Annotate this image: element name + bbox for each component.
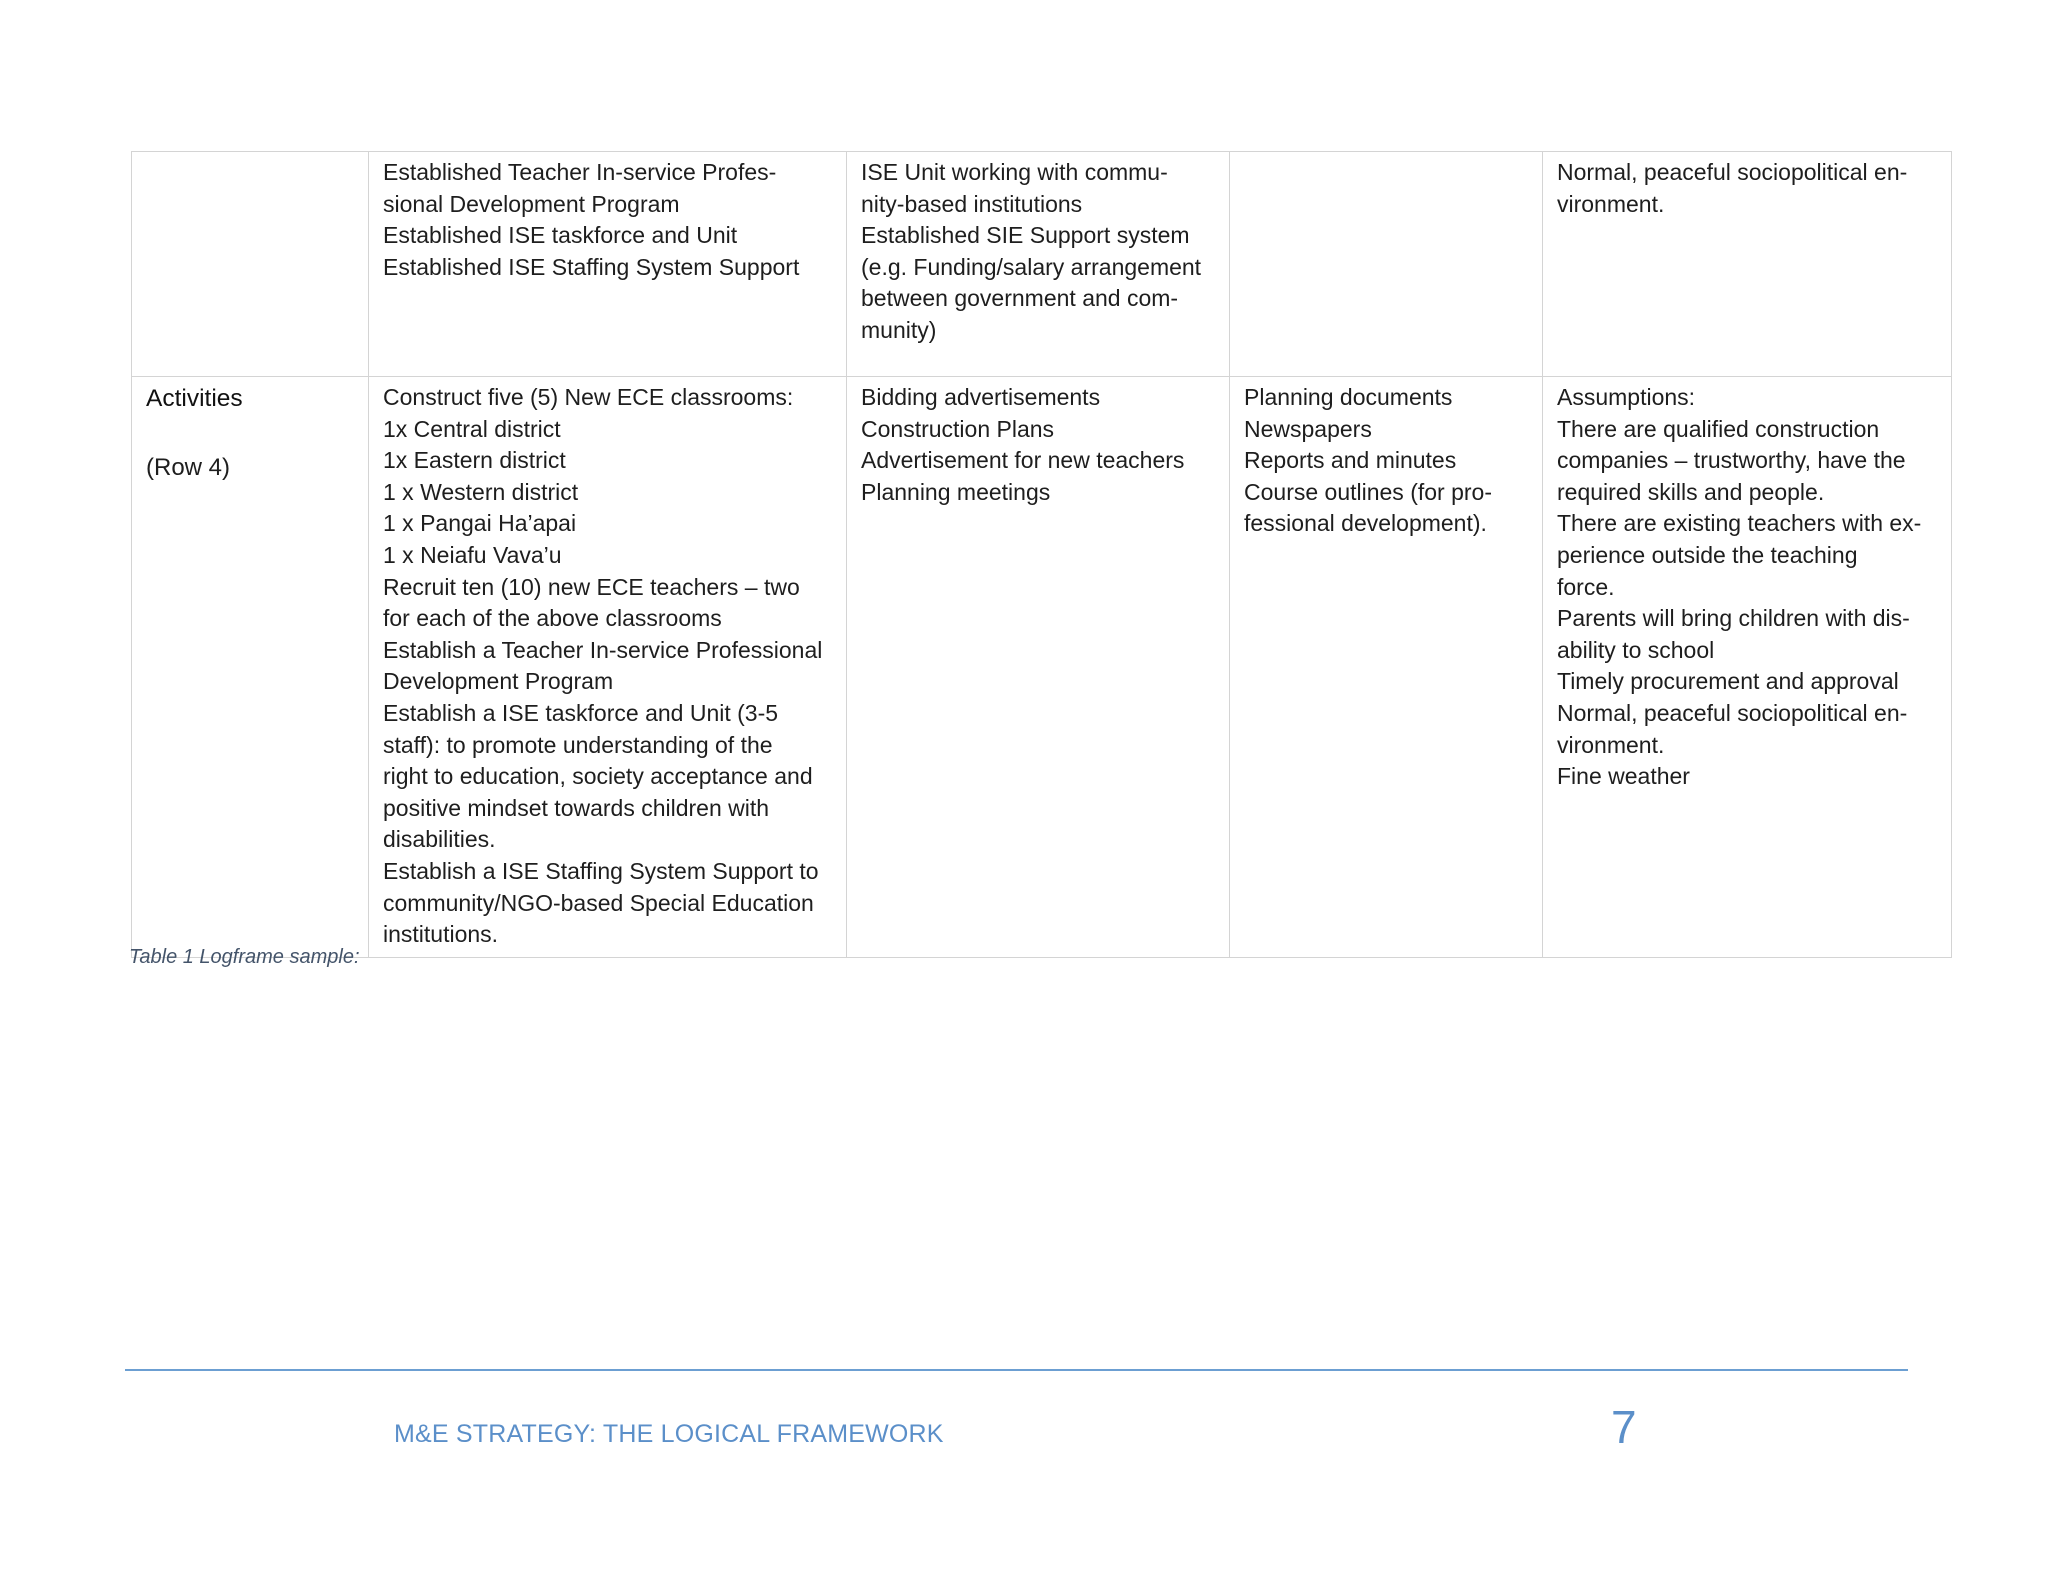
row3-col2-cell [369,152,847,377]
cell-text-line: disabilities. [383,826,496,853]
cell-text-line: nity-based institutions [861,190,1083,217]
cell-text-line: staff): to promote understanding of the [383,731,773,758]
cell-text-line: 1 x Pangai Ha’apai [383,510,577,537]
cell-text-line: 1 x Western district [383,478,579,505]
cell-text-line: Establish a ISE taskforce and Unit (3-5 [383,699,779,726]
cell-text-line: force. [1557,573,1615,600]
footer-title: M&E STRATEGY: THE LOGICAL FRAMEWORK [394,1420,944,1448]
cell-text-line: Established Teacher In-service Profes- [383,159,777,185]
cell-text-line: (e.g. Funding/salary arrangement [861,253,1202,280]
row4-col3-cell [847,377,1230,958]
cell-text-line: 1x Eastern district [383,447,566,474]
cell-text-line: Normal, peaceful sociopolitical en- [1557,159,1908,185]
page-number: 7 [1611,1401,1637,1453]
row4-col4-cell [1230,377,1543,958]
cell-text-line: community/NGO-based Special Education [383,889,814,916]
cell-text-line: fessional development). [1244,510,1487,537]
row4-col2-cell [369,377,847,958]
cell-text-line: Development Program [383,668,614,695]
cell-text-line: Planning documents [1244,384,1453,410]
cell-text-line: right to education, society acceptance and [383,763,813,790]
cell-text-line: Parents will bring children with dis- [1557,605,1910,632]
cell-text-line: Establish a Teacher In-service Professional [383,636,823,663]
row4-col5-cell [1543,377,1952,958]
cell-text-line: Newspapers [1244,415,1372,442]
cell-text-line: perience outside the teaching [1557,541,1858,568]
row3-col4-cell [1230,152,1543,377]
cell-text-line: Course outlines (for pro- [1244,478,1492,505]
cell-text-line: companies – trustworthy, have the [1557,447,1906,474]
cell-text-line: Planning meetings [861,478,1051,505]
cell-text-line: Normal, peaceful sociopolitical en- [1557,699,1908,726]
cell-text-line: Reports and minutes [1244,447,1457,474]
cell-text-line: vironment. [1557,731,1665,758]
table-row-outputs [132,152,1952,377]
cell-text-line: Advertisement for new teachers [861,447,1185,474]
cell-text-line: institutions. [383,921,499,948]
cell-text-line: There are qualified construction [1557,415,1880,442]
row-sublabel: (Row 4) [146,454,231,481]
row3-col5-cell [1543,152,1952,377]
row3-col3-cell [847,152,1230,377]
row4-label-cell [132,377,369,958]
cell-text-line: between government and com- [861,285,1179,312]
cell-text-line: Recruit ten (10) new ECE teachers – two [383,573,800,600]
row-label-activities: Activities [146,385,243,412]
cell-text-line: Established ISE taskforce and Unit [383,222,738,249]
cell-text-line: vironment. [1557,190,1665,217]
cell-text-line: required skills and people. [1557,478,1825,505]
table-row-activities [132,377,1952,958]
cell-text-line: Bidding advertisements [861,384,1101,410]
cell-text-line: ISE Unit working with commu- [861,159,1168,185]
cell-text-line: Assumptions: [1557,384,1696,410]
cell-text-line: Construction Plans [861,415,1055,442]
cell-text-line: Establish a ISE Staffing System Support to [383,857,819,884]
cell-text-line: Fine weather [1557,763,1690,790]
cell-text-line: Timely procurement and approval [1557,668,1899,695]
cell-text-line: Established SIE Support system [861,222,1190,249]
cell-text-line: sional Development Program [383,190,680,217]
cell-text-line: 1x Central district [383,415,561,442]
cell-text-line: positive mindset towards children with [383,794,770,821]
row3-label-cell [132,152,369,377]
footer-divider [125,1369,1908,1371]
cell-text-line: Construct five (5) New ECE classrooms: [383,384,794,410]
cell-text-line: for each of the above classrooms [383,605,722,632]
cell-text-line: munity) [861,316,937,343]
cell-text-line: 1 x Neiafu Vava’u [383,541,562,568]
cell-text-line: Established ISE Staffing System Support [383,253,800,280]
table-caption: Table 1 Logframe sample: [129,946,360,968]
cell-text-line: ability to school [1557,636,1715,663]
logframe-table [131,151,1952,958]
cell-text-line: There are existing teachers with ex- [1557,510,1922,537]
